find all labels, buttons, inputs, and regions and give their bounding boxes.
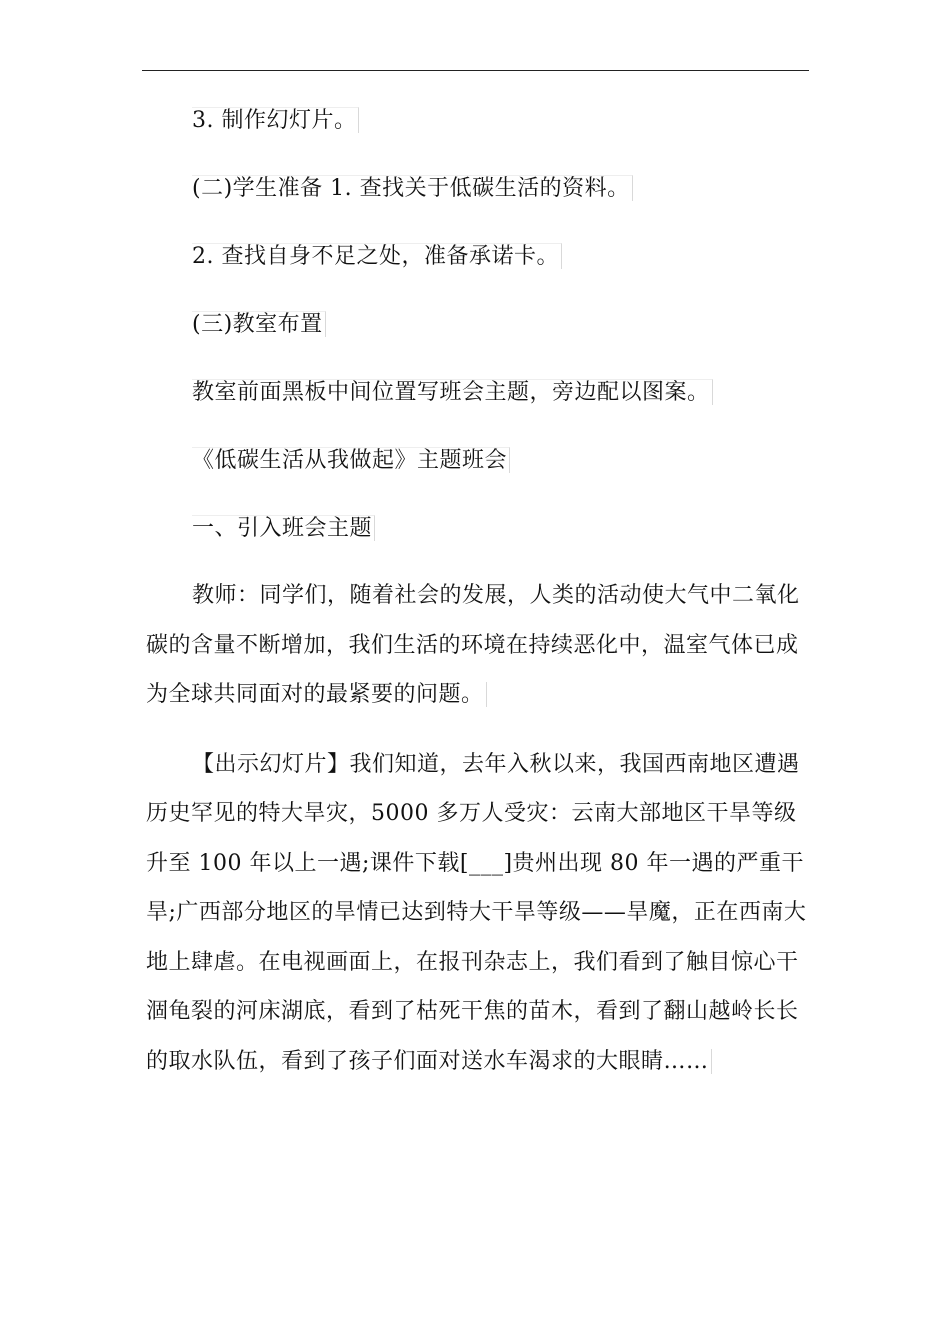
paragraph-student-preparation — [146, 163, 814, 214]
paragraph-text: (二)学生准备 1. 查找关于低碳生活的资料。 — [192, 175, 633, 201]
paragraph-text: 一、引入班会主题 — [192, 515, 375, 541]
paragraph-text: (三)教室布置 — [192, 311, 326, 337]
header-rule — [142, 70, 809, 71]
paragraph-text: 教室前面黑板中间位置写班会主题，旁边配以图案。 — [192, 379, 713, 405]
paragraph-make-slides — [146, 95, 814, 146]
document-body — [146, 95, 814, 1106]
paragraph-classroom-layout — [146, 299, 814, 350]
paragraph-blackboard — [146, 367, 814, 418]
paragraph-find-shortcomings — [146, 231, 814, 282]
paragraph-teacher-intro — [146, 571, 814, 720]
paragraph-text: 【出示幻灯片】我们知道，去年入秋以来，我国西南地区遭遇历史罕见的特大旱灾，5000 多万人受灾：云南大部地区干旱等级升至 100 年以上一遇;课件下载[___]贵州出现 80 年一遇的严重干旱;广西部分地区的旱情已达到特大干旱等级——旱魔，正在西南大地上肆虐。在电视画面上，在报刊杂志上，我们看到了触目惊心干涸龟裂的河床湖底，看到了枯死干焦的苗木，看到了翻山越岭长长的取水队伍，看到了孩子们面对送水车渴求的大眼睛…… — [146, 751, 807, 1074]
section-heading-intro — [146, 503, 814, 554]
paragraph-text: 3. 制作幻灯片。 — [192, 107, 359, 133]
paragraph-class-meeting-title — [146, 435, 814, 486]
paragraph-text: 《低碳生活从我做起》主题班会 — [192, 447, 510, 473]
paragraph-drought-slide — [146, 740, 814, 1087]
paragraph-text: 2. 查找自身不足之处，准备承诺卡。 — [192, 243, 562, 269]
paragraph-text: 教师：同学们，随着社会的发展，人类的活动使大气中二氧化碳的含量不断增加，我们生活的环境在持续恶化中，温室气体已成为全球共同面对的最紧要的问题。 — [146, 583, 800, 707]
